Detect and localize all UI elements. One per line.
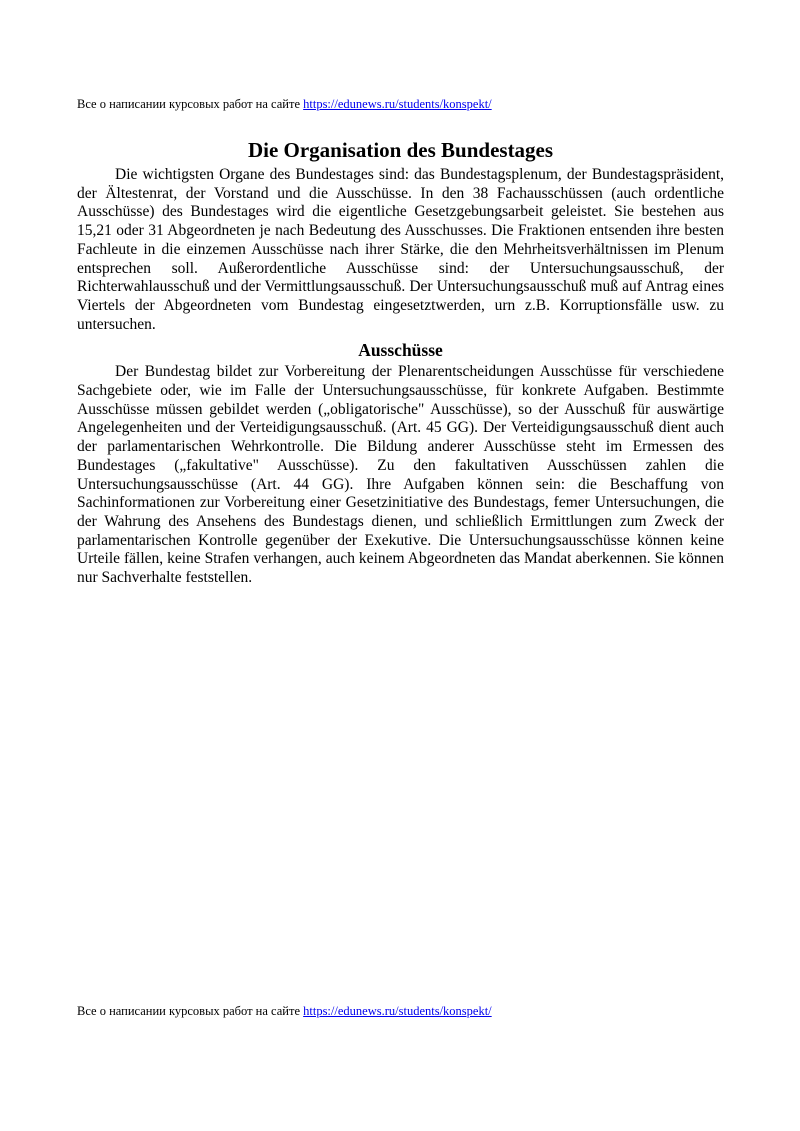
header-prefix: Все о написании курсовых работ на сайте	[77, 97, 304, 111]
document-title: Die Organisation des Bundestages	[247, 138, 554, 162]
footer-link[interactable]: https://edunews.ru/students/konspekt/	[303, 1004, 492, 1018]
header-link[interactable]: https://edunews.ru/students/konspekt/	[303, 97, 492, 111]
footer-prefix: Все о написании курсовых работ на сайте	[77, 1004, 304, 1018]
page-header	[77, 96, 492, 112]
page-footer	[77, 1003, 492, 1019]
section-heading-committees: Ausschüsse	[358, 340, 443, 361]
document-body	[77, 134, 724, 588]
paragraph-organs: Die wichtigsten Organe des Bundestages sind: das Bundestagsplenum, der Bundestagspräsident, der Ältestenrat, der Vorstand und die Ausschüsse. In den 38 Fachausschüssen (auch ordentliche Ausschüsse) des Bundestages wird die eigentliche Gesetzgebungsarbeit geleistet. Sie bestehen aus 15,21 oder 31 Abgeordneten je nach Bedeutung des Ausschusses. Die Fraktionen entsenden ihre besten Fachleute in die einzemen Ausschüsse nach ihrer Stärke, die den Mehrheitsverhältnissen im Plenum entsprechen soll. Außerordentliche Ausschüsse sind: der Untersuchungsausschuß, der Richterwahlausschuß und der Vermittlungsausschuß. Der Untersuchungsausschuß muß auf Antrag eines Viertels der Abgeordneten vom Bundestag eingesetztwerden, urn z.B. Korruptionsfälle usw. zu untersuchen.	[77, 166, 724, 333]
paragraph-committees: Der Bundestag bildet zur Vorbereitung der Plenarentscheidungen Ausschüsse für verschiedene Sachgebiete oder, wie im Falle der Untersuchungsausschüsse, für konkrete Aufgaben. Bestimmte Ausschüsse müssen gebildet werden („obligatorische" Ausschüsse), so der Ausschuß für auswärtige Angelegenheiten und der Verteidigungsausschuß. (Art. 45 GG). Der Verteidigungsausschuß dient auch der parlamentarischen Wehrkontrolle. Die Bildung anderer Ausschüsse steht im Ermessen des Bundestages („fakultative" Ausschüsse). Zu den fakultativen Ausschüssen zahlen die Untersuchungsausschüsse (Art. 44 GG). Ihre Aufgaben können sein: die Beschaffung von Sachinformationen zur Vorbereitung einer Gesetzinitiative des Bundestags, femer Untersuchungen, die der Wahrung des Ansehens des Bundestags dienen, und schließlich Ermittlungen zum Zweck der parlamentarischen Kontrolle gegenüber der Exekutive. Die Untersuchungsausschüsse können keine Urteile fällen, keine Strafen verhangen, auch keinem Abgeordneten das Mandat aberkennen. Sie können nur Sachverhalte feststellen.	[77, 363, 724, 587]
